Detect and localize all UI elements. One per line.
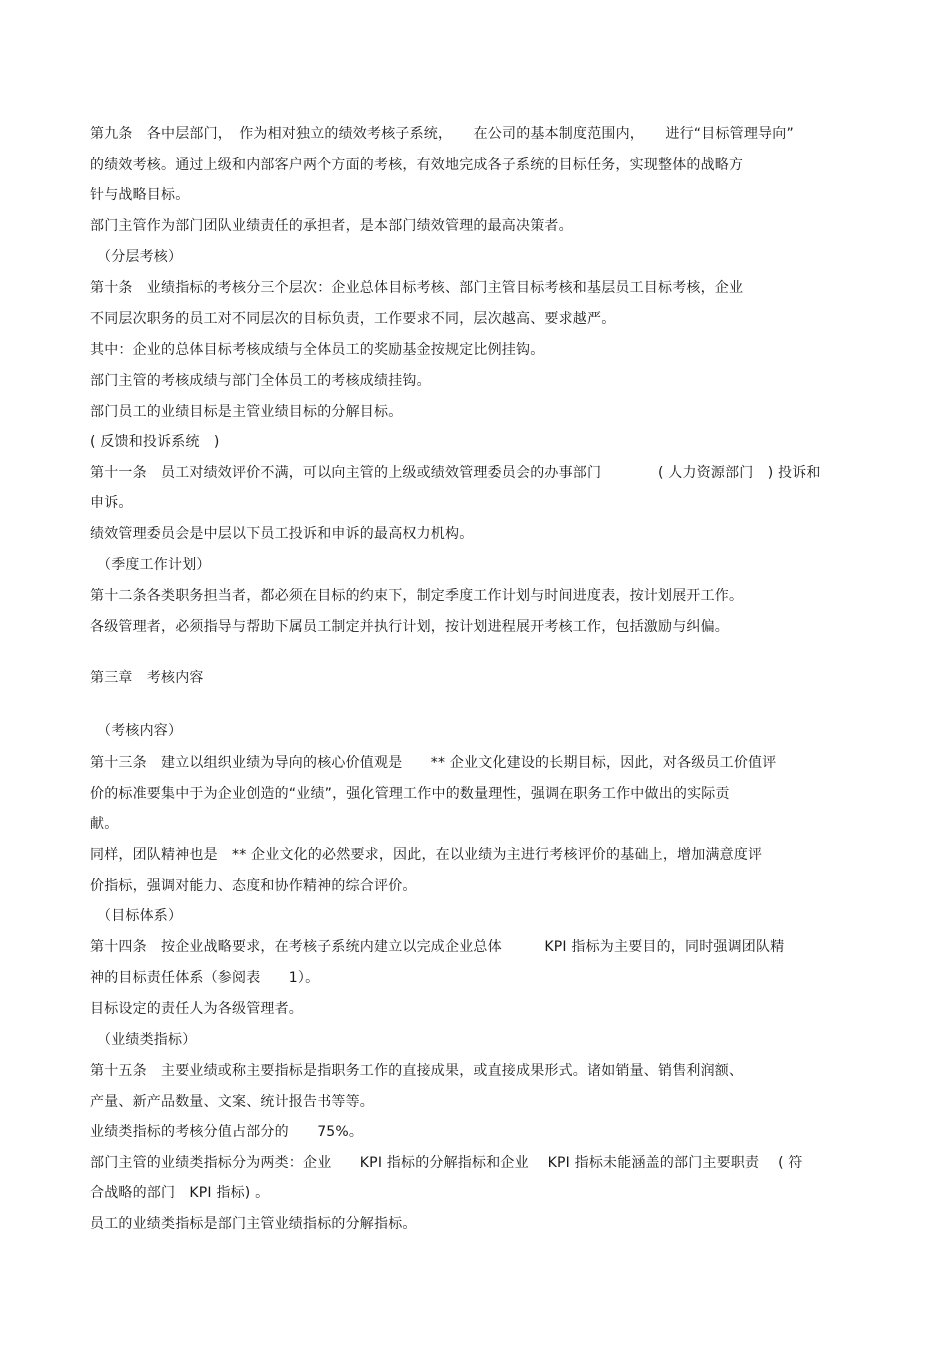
article-11-line-2: 申诉。 [90,495,133,511]
article-13-line-2: 价的标准要集中于为企业创造的“业绩”，强化管理工作中的数量理性，强调在职务工作中做出的实际贡 [90,786,730,802]
article-15-line-2: 产量、新产品数量、文案、统计报告书等等。 [90,1094,374,1110]
paragraph-line: 合战略的部门 KPI 指标) 。 [90,1185,270,1201]
article-11-line-1: 第十一条 员工对绩效评价不满，可以向主管的上级或绩效管理委员会的办事部门 ( 人力资源部门 ) 投诉和 [90,465,821,481]
paragraph-line: 各级管理者，必须指导与帮助下属员工制定并执行计划，按计划进程展开考核工作，包括激励与纠偏。 [90,619,729,635]
paragraph-line: 部门主管的业绩类指标分为两类：企业 KPI 指标的分解指标和企业 KPI 指标未能涵盖的部门主要职责 ( 符 [90,1155,803,1171]
section-heading-review-content: （考核内容） [97,723,183,739]
section-heading-quarterly-plan: （季度工作计划） [97,557,211,573]
paragraph-line: 价指标，强调对能力、态度和协作精神的综合评价。 [90,878,417,894]
paragraph-line: 其中：企业的总体目标考核成绩与全体员工的奖励基金按规定比例挂钩。 [90,342,545,358]
article-10-line-1: 第十条 业绩指标的考核分三个层次：企业总体目标考核、部门主管目标考核和基层员工目标考核，企业 [90,280,744,296]
article-9-line-1: 第九条 各中层部门， 作为相对独立的绩效考核子系统， 在公司的基本制度范围内， 进行“目标管理导向” [90,126,794,142]
section-heading-layered-review: （分层考核） [97,249,183,265]
chapter-3-title: 第三章 考核内容 [90,670,204,686]
article-15-line-1: 第十五条 主要业绩或称主要指标是指职务工作的直接成果，或直接成果形式。诸如销量、销售利润额、 [90,1063,744,1079]
paragraph-line: 目标设定的责任人为各级管理者。 [90,1001,303,1017]
section-heading-target-system: （目标体系） [97,908,183,924]
section-heading-performance-indicators: （业绩类指标） [97,1032,197,1048]
section-heading-feedback: ( 反馈和投诉系统 ) [90,434,220,450]
paragraph-line: 绩效管理委员会是中层以下员工投诉和申诉的最高权力机构。 [90,526,474,542]
article-12-line-1: 第十二条各类职务担当者，都必须在目标的约束下，制定季度工作计划与时间进度表，按计划展开工作。 [90,588,744,604]
paragraph-line: 员工的业绩类指标是部门主管业绩指标的分解指标。 [90,1216,417,1232]
paragraph-line: 部门主管作为部门团队业绩责任的承担者，是本部门绩效管理的最高决策者。 [90,218,573,234]
paragraph-line: 业绩类指标的考核分值占部分的 75%。 [90,1124,364,1140]
paragraph-line: 同样，团队精神也是 ** 企业文化的必然要求，因此，在以业绩为主进行考核评价的基础上，增加满意度评 [90,847,763,863]
article-14-line-2: 神的目标责任体系（参阅表 1）。 [90,970,320,986]
article-13-line-3: 献。 [90,816,119,832]
article-14-line-1: 第十四条 按企业战略要求，在考核子系统内建立以完成企业总体 KPI 指标为主要目的，同时强调团队精 [90,939,785,955]
article-10-line-2: 不同层次职务的员工对不同层次的目标负责，工作要求不同，层次越高、要求越严。 [90,311,616,327]
article-9-line-3: 针与战略目标。 [90,187,190,203]
paragraph-line: 部门主管的考核成绩与部门全体员工的考核成绩挂钩。 [90,373,431,389]
paragraph-line: 部门员工的业绩目标是主管业绩目标的分解目标。 [90,404,403,420]
article-13-line-1: 第十三条 建立以组织业绩为导向的核心价值观是 ** 企业文化建设的长期目标，因此，对各级员工价值评 [90,755,777,771]
article-9-line-2: 的绩效考核。通过上级和内部客户两个方面的考核，有效地完成各子系统的目标任务，实现整体的战略方 [90,157,744,173]
